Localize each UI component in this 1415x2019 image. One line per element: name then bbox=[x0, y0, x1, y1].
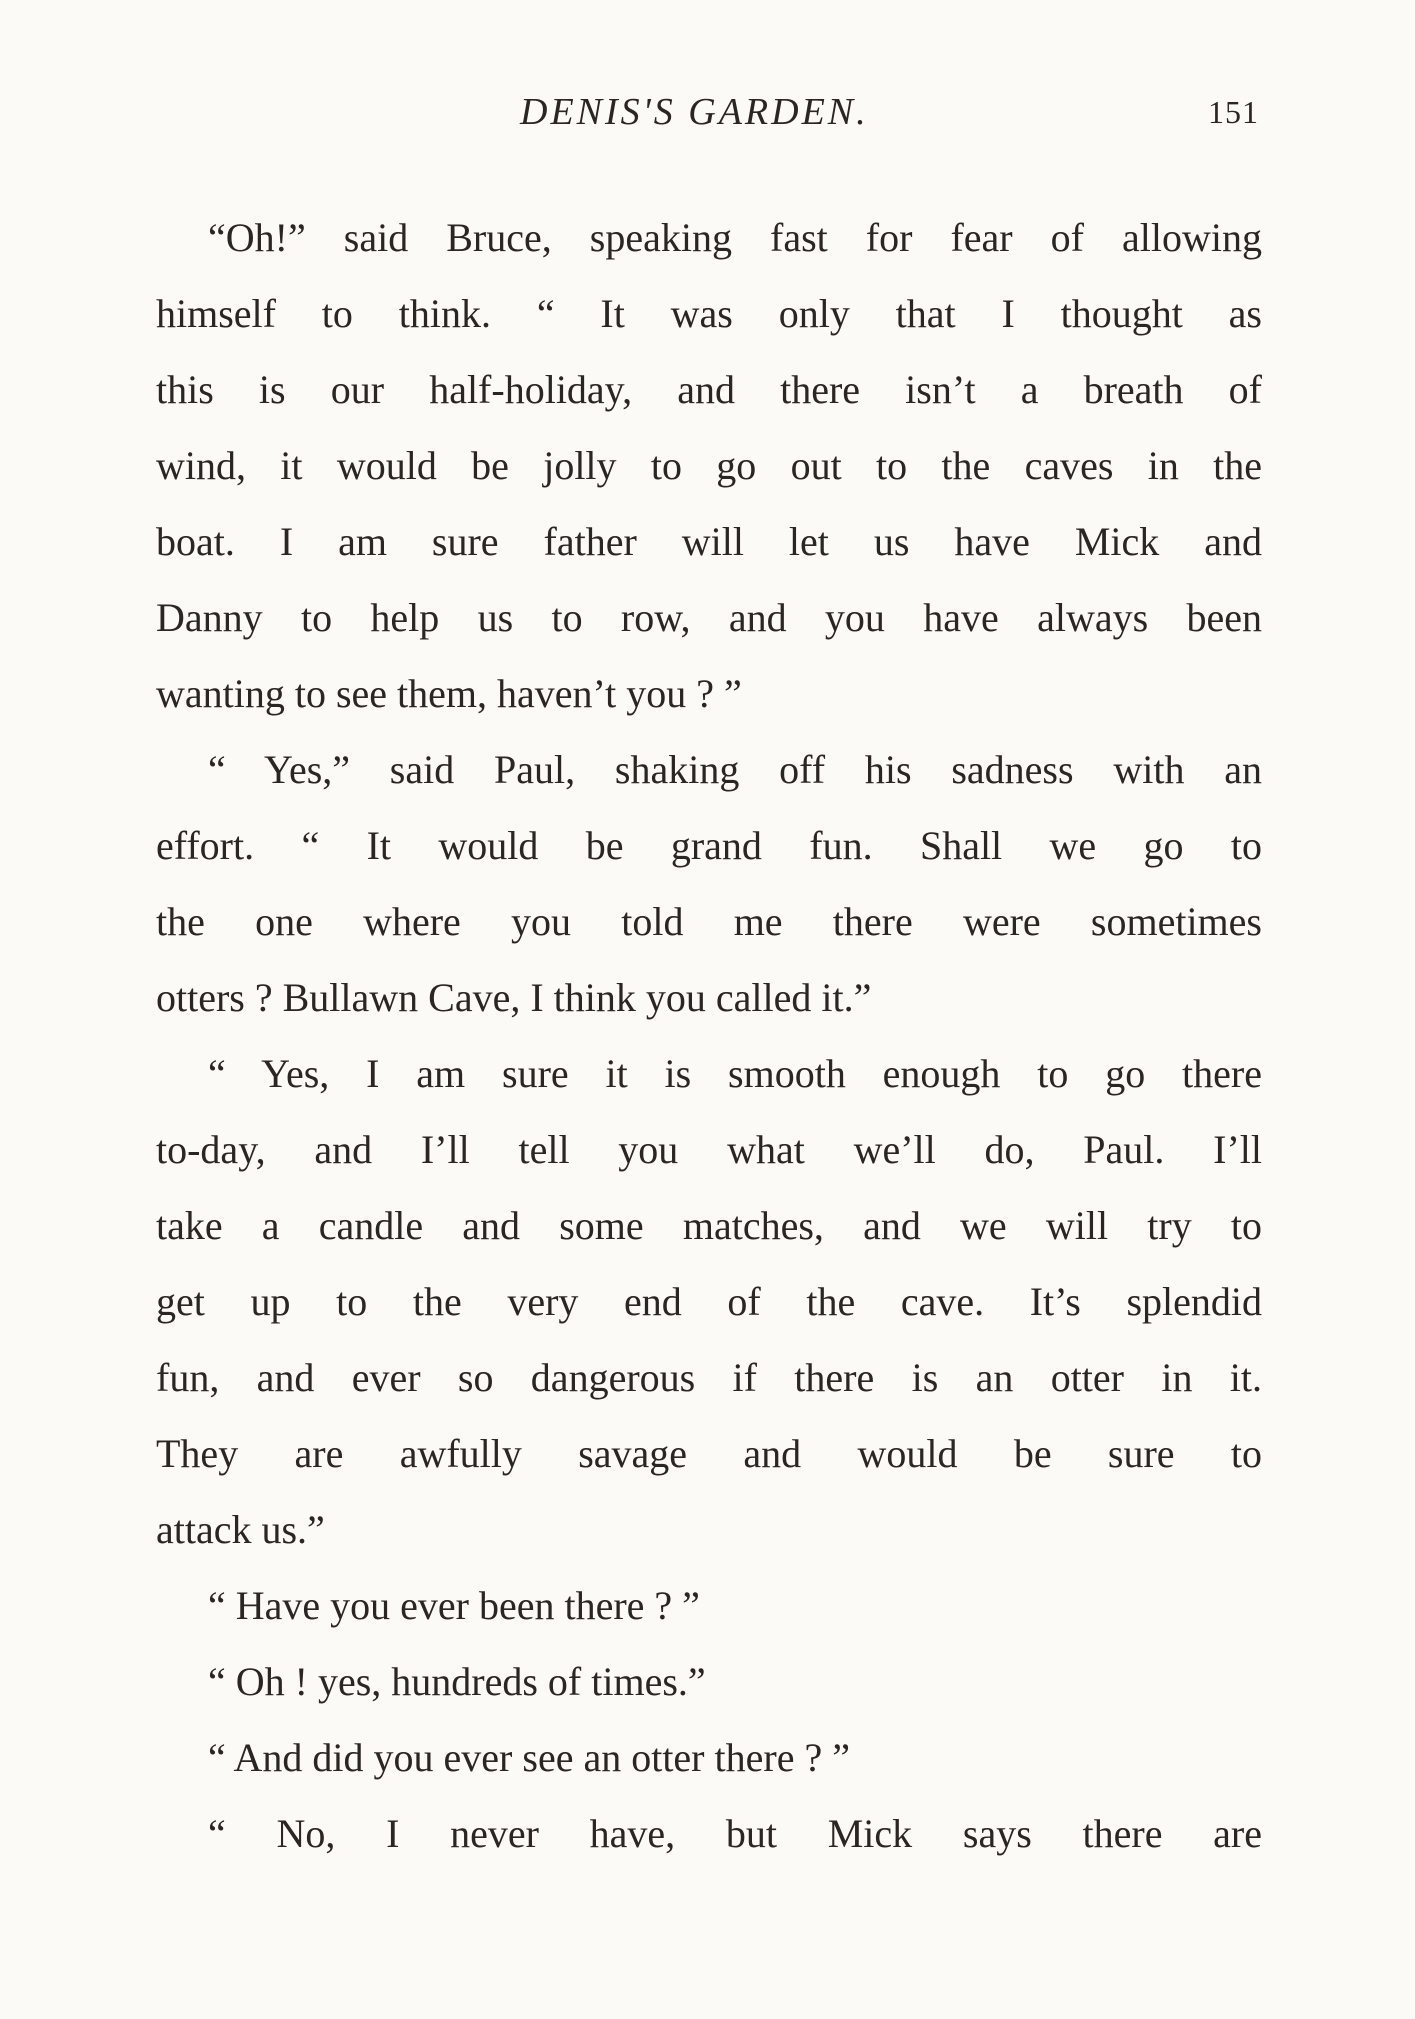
text-line: effort. “ It would be grand fun. Shall we go to bbox=[156, 823, 1262, 868]
text-line: wanting to see them, haven’t you ? ” bbox=[156, 671, 742, 716]
text-line: “Oh!” said Bruce, speaking fast for fear of allowing bbox=[208, 215, 1262, 260]
text-line: “ No, I never have, but Mick says there are bbox=[208, 1811, 1262, 1856]
text-line: “ Oh ! yes, hundreds of times.” bbox=[208, 1659, 706, 1704]
text-line: this is our half-holiday, and there isn’t a breath of bbox=[156, 367, 1262, 412]
text-line: “ Have you ever been there ? ” bbox=[208, 1583, 700, 1628]
text-line: wind, it would be jolly to go out to the caves in the bbox=[156, 443, 1262, 488]
text-line: “ Yes, I am sure it is smooth enough to go there bbox=[208, 1051, 1262, 1096]
text-line: to-day, and I’ll tell you what we’ll do, Paul. I’ll bbox=[156, 1127, 1262, 1172]
text-line: fun, and ever so dangerous if there is an otter in it. bbox=[156, 1355, 1262, 1400]
text-line: Danny to help us to row, and you have always been bbox=[156, 595, 1262, 640]
text-line: boat. I am sure father will let us have Mick and bbox=[156, 519, 1262, 564]
page-number: 151 bbox=[1208, 94, 1259, 130]
text-line: They are awfully savage and would be sure to bbox=[156, 1431, 1262, 1476]
text-line: himself to think. “ It was only that I thought as bbox=[156, 291, 1262, 336]
page-header bbox=[0, 90, 1415, 150]
text-line: “ And did you ever see an otter there ? ” bbox=[208, 1735, 850, 1780]
text-line: get up to the very end of the cave. It’s splendid bbox=[156, 1279, 1262, 1324]
text-line: “ Yes,” said Paul, shaking off his sadness with an bbox=[208, 747, 1262, 792]
text-line: take a candle and some matches, and we will try to bbox=[156, 1203, 1262, 1248]
text-line: otters ? Bullawn Cave, I think you called it.” bbox=[156, 975, 872, 1020]
text-line: the one where you told me there were sometimes bbox=[156, 899, 1262, 944]
running-title: DENIS'S GARDEN. bbox=[520, 91, 869, 133]
text-line: attack us.” bbox=[156, 1507, 325, 1552]
